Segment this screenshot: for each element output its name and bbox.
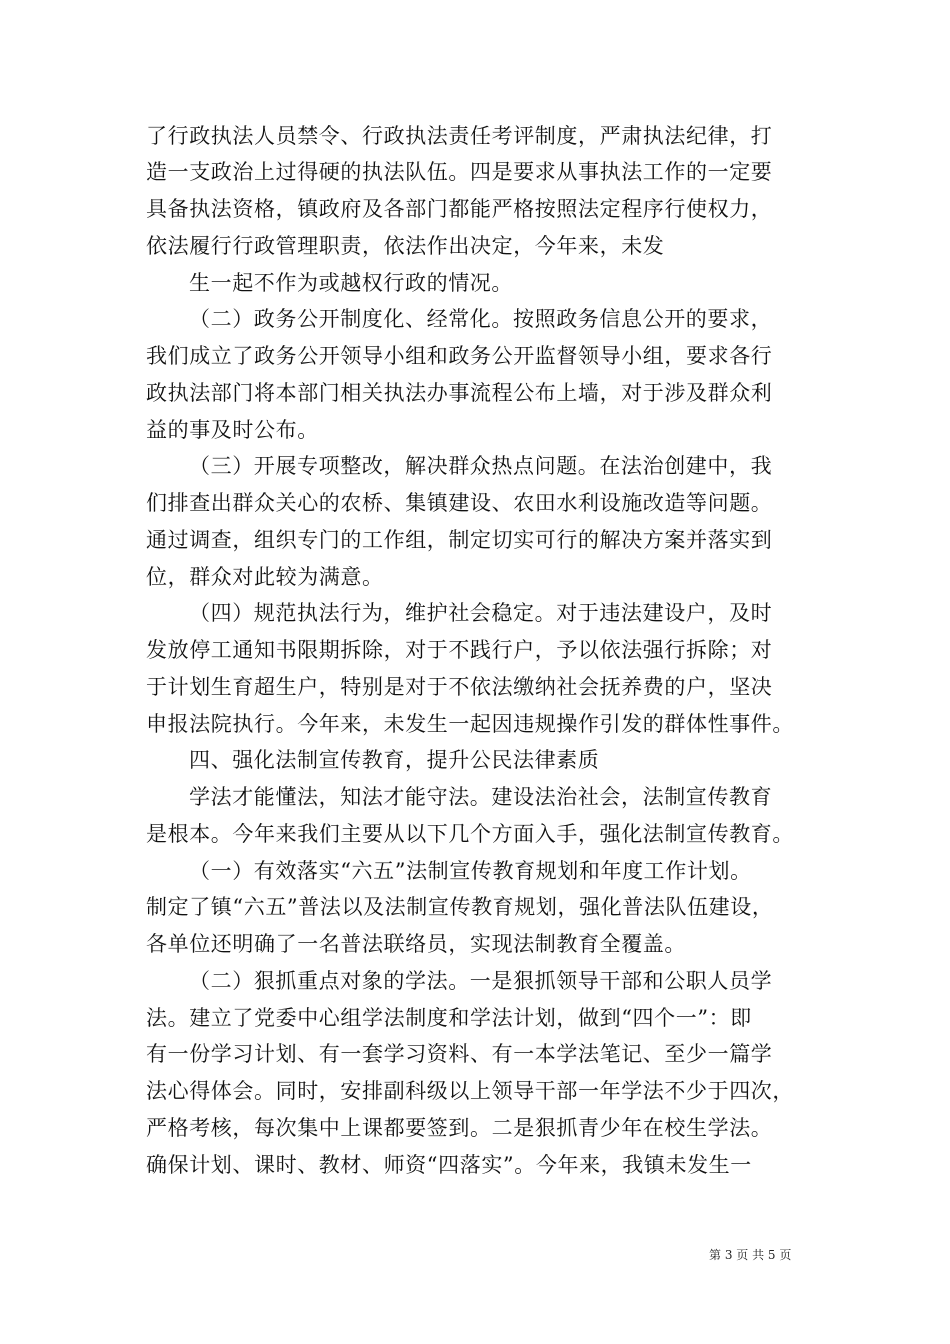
text-line: （二）狠抓重点对象的学法。一是狠抓领导干部和公职人员学	[189, 969, 773, 993]
text-line: （三）开展专项整改，解决群众热点问题。在法治创建中，我	[189, 454, 773, 478]
text-line: 确保计划、课时、教材、师资“四落实”。今年来，我镇未发生一	[146, 1153, 752, 1177]
text-line: 位，群众对此较为满意。	[146, 565, 384, 589]
text-line: 于计划生育超生户，特别是对于不依法缴纳社会抚养费的户，坚决	[146, 675, 773, 699]
text-line: 益的事及时公布。	[146, 418, 319, 442]
text-line: （二）政务公开制度化、经常化。按照政务信息公开的要求，	[189, 307, 773, 331]
text-line: 严格考核，每次集中上课都要签到。二是狠抓青少年在校生学法。	[146, 1116, 773, 1140]
text-line: 们排查出群众关心的农桥、集镇建设、农田水利设施改造等问题。	[146, 491, 773, 515]
text-line: 申报法院执行。今年来，未发生一起因违规操作引发的群体性事件。	[146, 712, 794, 736]
text-line: 了行政执法人员禁令、行政执法责任考评制度，严肃执法纪律，打	[146, 124, 773, 148]
text-line: 法。建立了党委中心组学法制度和学法计划，做到“四个一”：即	[146, 1006, 752, 1030]
text-line: 制定了镇“六五”普法以及法制宣传教育规划，强化普法队伍建设，	[146, 895, 774, 919]
text-line: 发放停工通知书限期拆除，对于不践行户，予以依法强行拆除；对	[146, 638, 773, 662]
text-line: 是根本。今年来我们主要从以下几个方面入手，强化法制宣传教育。	[146, 822, 794, 846]
text-line: 我们成立了政务公开领导小组和政务公开监督领导小组，要求各行	[146, 344, 773, 368]
section-heading: 四、强化法制宣传教育，提升公民法律素质	[189, 748, 600, 772]
text-line: （一）有效落实“六五”法制宣传教育规划和年度工作计划。	[189, 859, 752, 883]
text-line: 有一份学习计划、有一套学习资料、有一本学法笔记、至少一篇学	[146, 1042, 773, 1066]
text-line: 造一支政治上过得硬的执法队伍。四是要求从事执法工作的一定要	[146, 160, 773, 184]
text-line: 具备执法资格，镇政府及各部门都能严格按照法定程序行使权力，	[146, 197, 773, 221]
text-line: 通过调查，组织专门的工作组，制定切实可行的解决方案并落实到	[146, 528, 773, 552]
text-line: 生一起不作为或越权行政的情况。	[189, 271, 513, 295]
text-line: 依法履行行政管理职责，依法作出决定，今年来，未发	[146, 234, 665, 258]
page-number-footer: 第 3 页 共 5 页	[709, 1248, 792, 1262]
text-line: 法心得体会。同时，安排副科级以上领导干部一年学法不少于四次，	[146, 1079, 794, 1103]
text-line: 各单位还明确了一名普法联络员，实现法制教育全覆盖。	[146, 932, 686, 956]
text-line: 学法才能懂法，知法才能守法。建设法治社会，法制宣传教育	[189, 785, 773, 809]
text-line: 政执法部门将本部门相关执法办事流程公布上墙，对于涉及群众利	[146, 381, 773, 405]
text-line: （四）规范执法行为，维护社会稳定。对于违法建设户，及时	[189, 601, 773, 625]
